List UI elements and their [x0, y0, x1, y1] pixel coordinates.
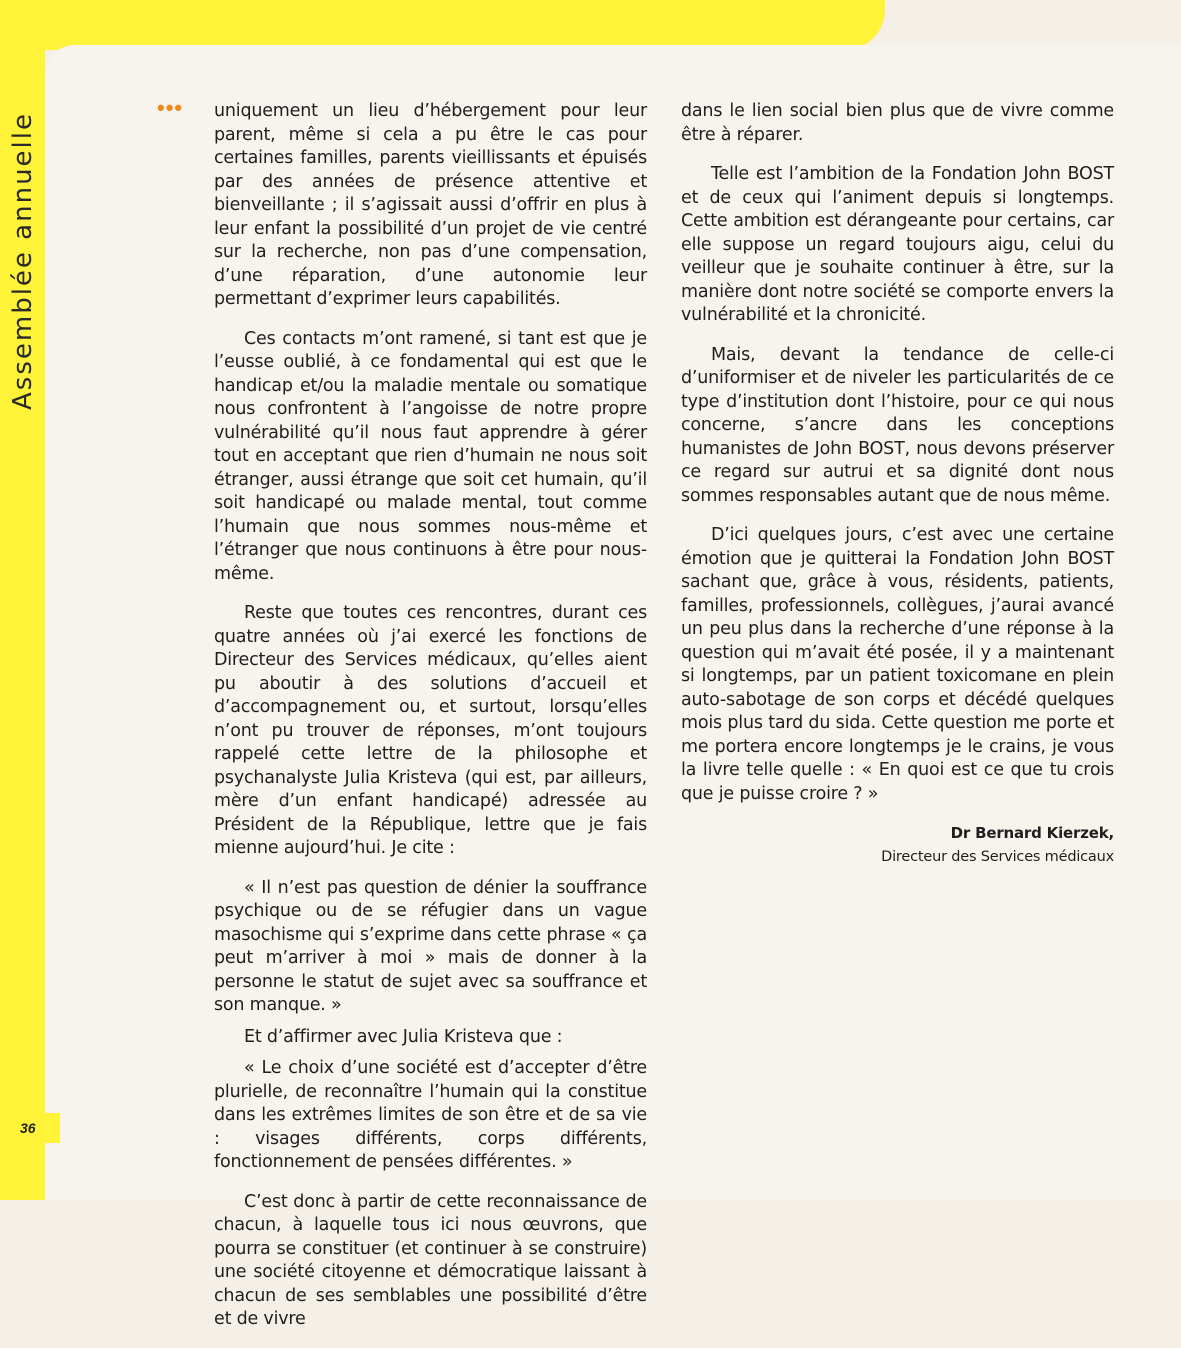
left-column [214, 100, 647, 1348]
right-column [681, 100, 1114, 869]
paragraph: uniquement un lieu d’hébergement pour leur parent, même si cela a pu être le cas pour certaines familles, parents vieillissants et épuisés par des années de présence attentive et bienveillante ; il s’agissait aussi d’offrir en plus à leur enfant la possibilité d’un projet de vie centré sur la recherche, non pas d’une compensation, d’une réparation, d’une autonomie leur permettant d’exprimer leurs capabilités. [214, 101, 647, 309]
paragraph: Telle est l’ambition de la Fondation John BOST et de ceux qui l’animent depuis si longtemps. Cette ambition est dérangeante pour certains, car elle suppose un regard toujours aigu, celui du veilleur que je souhaite continuer à être, sur la manière dont notre société se comporte envers la vulnérabilité et la chronicité. [681, 164, 1114, 325]
continuation-dots-icon: ••• [157, 95, 184, 120]
header-band [0, 0, 885, 50]
signature [681, 822, 1114, 869]
paragraph: dans le lien social bien plus que de vivre comme être à réparer. [681, 101, 1114, 145]
page-number: 36 [10, 1113, 60, 1143]
paragraph: C’est donc à partir de cette reconnaissance de chacun, à laquelle tous ici nous œuvrons, que pourra se constituer (et continuer à se construire) une société citoyenne et démocratique laissant à chacun de ses semblables une possibilité d’être et de vivre [214, 1191, 647, 1329]
signature-title: Directeur des Services médicaux [881, 848, 1114, 865]
quote-paragraph: « Le choix d’une société est d’accepter d’être plurielle, de reconnaître l’humain qui la constitue dans les extrêmes limites de son être et de sa vie : visages différents, corps différents, fonctionnement de pensées différentes. » [214, 1058, 647, 1172]
paragraph: Reste que toutes ces rencontres, durant ces quatre années où j’ai exercé les fonctions de Directeur des Services médicaux, qu’elles aient pu aboutir à des solutions d’accueil et d’accompagnement ou, et surtout, lorsqu’elles n’ont pu trouver de réponses, m’ont toujours rappelé cette lettre de la philosophe et psychanalyste Julia Kristeva (qui est, par ailleurs, mère d’un enfant handicapé) adressée au Président de la République, lettre que je fais mienne aujourd’hui. Je cite : [214, 603, 647, 858]
section-label-text: Assemblée annuelle [8, 112, 38, 410]
paragraph: Et d’affirmer avec Julia Kristeva que : [244, 1026, 563, 1047]
paragraph: Ces contacts m’ont ramené, si tant est que je l’eusse oublié, à ce fondamental qui est que le handicap et/ou la maladie mentale ou somatique nous confrontent à l’angoisse de notre propre vulnérabilité qu’il nous faut apprendre à gérer tout en acceptant que rien d’humain ne nous soit étranger, aussi étrange que soit cet humain, qu’il soit handicapé ou malade mental, tout comme l’humain que nous sommes nous-même et l’étranger que nous continuons à être pour nous-même. [214, 328, 647, 584]
signature-name: Dr Bernard Kierzek, [950, 824, 1114, 842]
quote-paragraph: « Il n’est pas question de dénier la souffrance psychique ou de se réfugier dans un vague masochisme qui s’exprime dans cette phrase « ça peut m’arriver à moi » mais de donner à la personne le statut de sujet avec sa souffrance et son manque. » [214, 877, 647, 1015]
paragraph: Mais, devant la tendance de celle-ci d’uniformiser et de niveler les particularités de ce type d’institution dont l’histoire, pour ce qui nous concerne, s’ancre dans les conceptions humanistes de John BOST, nous devons préserver ce regard sur autrui et sa dignité dont nous sommes responsables autant que de nous même. [681, 344, 1114, 506]
paragraph: D’ici quelques jours, c’est avec une certaine émotion que je quitterai la Fondation John BOST sachant que, grâce à vous, résidents, patients, familles, professionnels, collègues, j’aurai avancé un peu plus dans la recherche d’une réponse à la question qui m’avait été posée, il y a maintenant si longtemps, par un patient toxicomane en plein auto-sabotage de son corps et décédé quelques mois plus tard du sida. Cette question me porte et me portera encore longtemps je le crains, je vous la livre telle quelle : « En quoi est ce que tu crois que je puisse croire ? » [681, 525, 1114, 804]
